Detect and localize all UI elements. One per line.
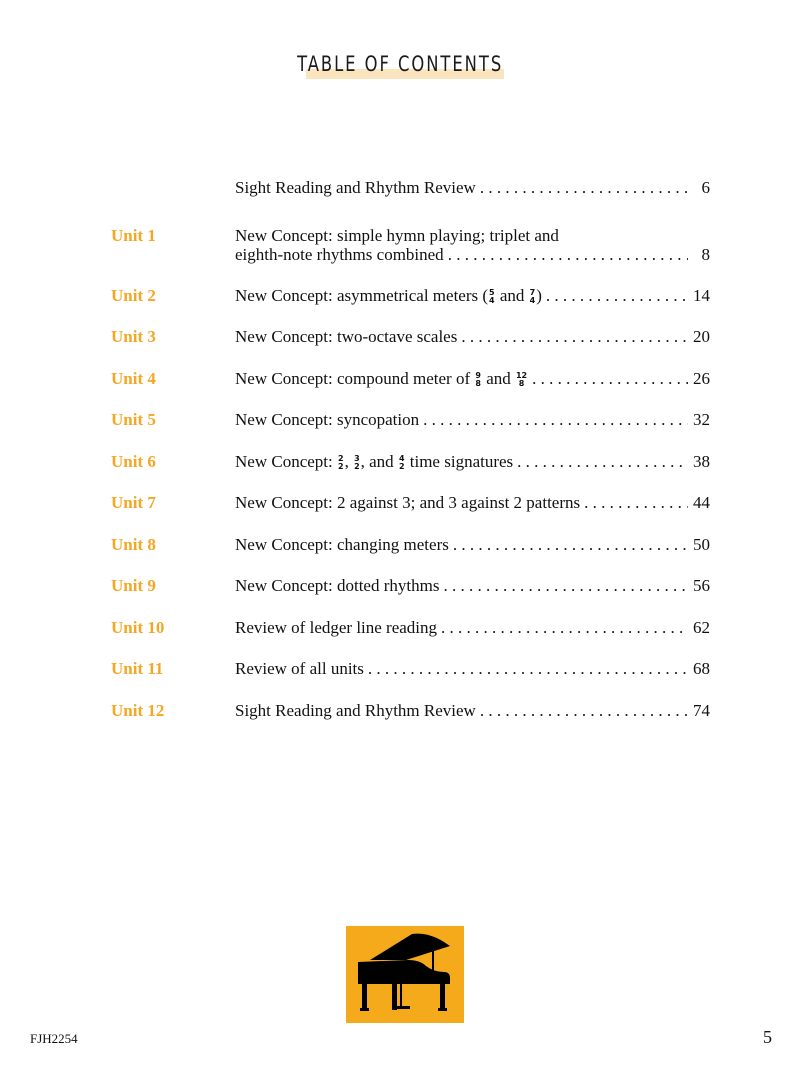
toc-page: 32 xyxy=(693,410,710,429)
leader-dots xyxy=(453,535,688,555)
toc-label: New Concept: two-octave scales xyxy=(235,327,458,346)
piano-logo xyxy=(346,926,464,1023)
unit-label: Unit 5 xyxy=(111,410,156,429)
unit-label: Unit 10 xyxy=(111,618,165,637)
time-signature: 9 8 xyxy=(475,371,481,389)
leader-dots xyxy=(443,576,688,596)
page-title: TABLE OF CONTENTS xyxy=(296,52,504,76)
unit-label: Unit 7 xyxy=(111,493,156,512)
toc-page: 14 xyxy=(693,286,710,305)
leader-dots xyxy=(584,493,688,513)
time-signature: 4 2 xyxy=(398,454,405,472)
toc-page: 8 xyxy=(701,245,710,264)
toc-label: Review of ledger line reading xyxy=(235,618,438,637)
toc-label: Sight Reading and Rhythm Review xyxy=(235,701,476,720)
leader-dots xyxy=(441,618,688,638)
unit-label: Unit 12 xyxy=(111,701,165,720)
toc-label-line1: New Concept: simple hymn playing; triplet and xyxy=(235,226,559,245)
toc-page: 68 xyxy=(693,659,710,678)
time-signature: 2 2 xyxy=(337,454,344,472)
toc-label: eighth-note rhythms combined xyxy=(235,245,444,264)
toc-page: 38 xyxy=(693,452,710,471)
unit-label: Unit 8 xyxy=(111,535,156,554)
toc-label: New Concept: changing meters xyxy=(235,535,449,554)
toc-label: New Concept: 2 2 , 3 2 , and 4 2 time signatures xyxy=(235,452,514,472)
toc-label: New Concept: syncopation xyxy=(235,410,420,429)
toc-label: Review of all units xyxy=(235,659,364,678)
grand-piano-icon xyxy=(346,926,464,1023)
toc-page: 50 xyxy=(693,535,710,554)
leader-dots xyxy=(546,286,688,306)
leader-dots xyxy=(517,452,688,472)
unit-label: Unit 9 xyxy=(111,576,156,595)
unit-label: Unit 6 xyxy=(111,452,156,471)
toc-label: Sight Reading and Rhythm Review xyxy=(235,178,476,197)
toc-page: 44 xyxy=(693,493,710,512)
leader-dots xyxy=(461,327,688,347)
unit-label: Unit 3 xyxy=(111,327,156,346)
leader-dots xyxy=(448,245,688,265)
catalog-code: FJH2254 xyxy=(30,1031,78,1046)
toc-page: 26 xyxy=(693,369,710,388)
leader-dots xyxy=(480,178,688,198)
toc-page: 74 xyxy=(693,701,710,720)
leader-dots xyxy=(532,369,688,389)
leader-dots xyxy=(368,659,688,679)
toc-label: New Concept: 2 against 3; and 3 against 2 patterns xyxy=(235,493,581,512)
unit-label: Unit 1 xyxy=(111,226,156,245)
leader-dots xyxy=(480,701,688,721)
toc-label: New Concept: asymmetrical meters ( 5 4 and 7 4 ) xyxy=(235,286,542,306)
toc-page: 56 xyxy=(693,576,710,595)
unit-label: Unit 11 xyxy=(111,659,164,678)
time-signature: 5 4 xyxy=(489,288,495,306)
unit-label: Unit 2 xyxy=(111,286,156,305)
time-signature: 12 8 xyxy=(515,371,528,389)
toc-page: 6 xyxy=(701,178,710,197)
toc-page: 62 xyxy=(693,618,710,637)
leader-dots xyxy=(423,410,688,430)
toc-label: New Concept: dotted rhythms xyxy=(235,576,440,595)
unit-label: Unit 4 xyxy=(111,369,156,388)
toc-page: 20 xyxy=(693,327,710,346)
page-number: 5 xyxy=(763,1027,772,1047)
time-signature: 7 4 xyxy=(529,288,536,306)
time-signature: 3 2 xyxy=(354,454,360,472)
toc-label: New Concept: compound meter of 9 8 and 12 8 xyxy=(235,369,528,389)
